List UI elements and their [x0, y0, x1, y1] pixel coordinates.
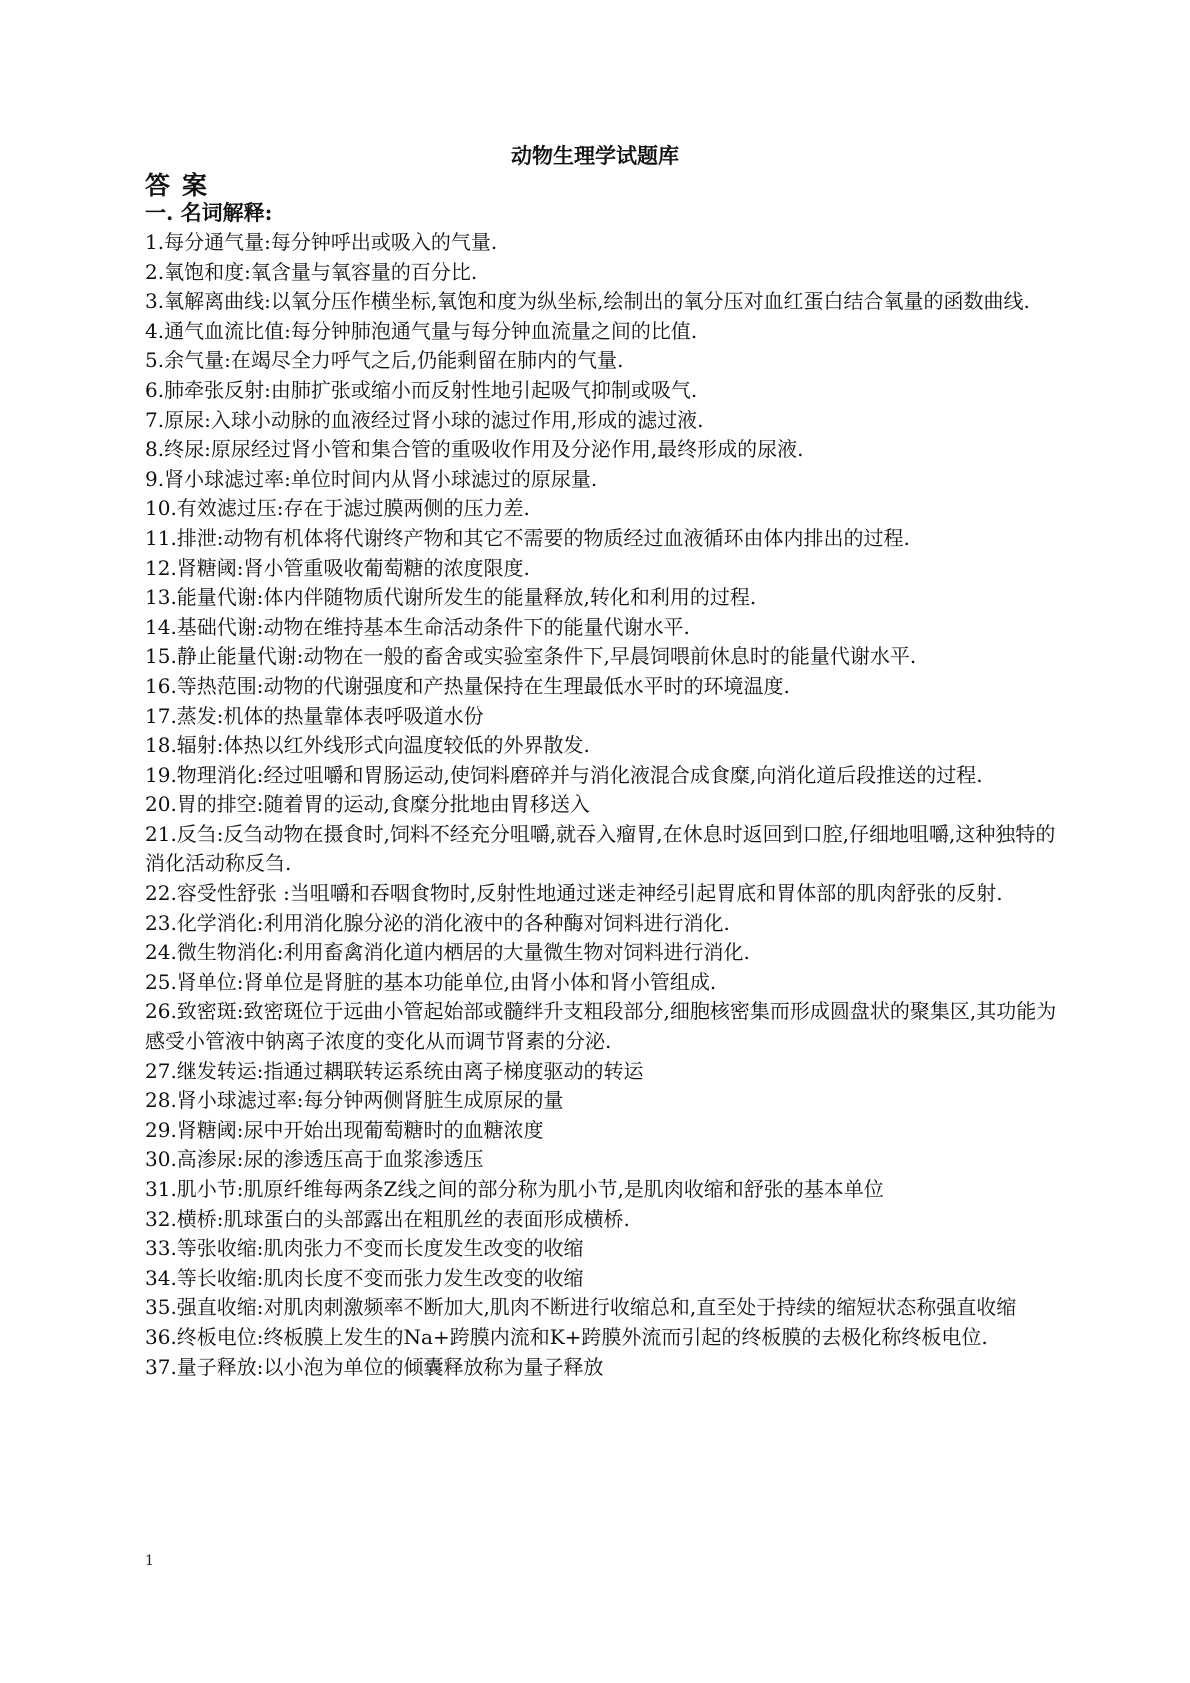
- definition-entry: 27.继发转运:指通过耦联转运系统由离子梯度驱动的转运: [145, 1058, 644, 1083]
- definition-entry: 20.胃的排空:随着胃的运动,食糜分批地由胃移送入: [145, 792, 590, 817]
- definition-entry: 7.原尿:入球小动脉的血液经过肾小球的滤过作用,形成的滤过液.: [145, 407, 704, 432]
- definition-entry: 13.能量代谢:体内伴随物质代谢所发生的能量释放,转化和利用的过程.: [145, 585, 757, 610]
- definition-entry: 15.静止能量代谢:动物在一般的畜舍或实验室条件下,早晨饲喂前休息时的能量代谢水平.: [145, 644, 917, 669]
- definition-entry: 23.化学消化:利用消化腺分泌的消化液中的各种酶对饲料进行消化.: [145, 910, 730, 935]
- definition-entry: 33.等张收缩:肌肉张力不变而长度发生改变的收缩: [145, 1236, 584, 1261]
- definition-entry: 1.每分通气量:每分钟呼出或吸入的气量.: [145, 230, 498, 254]
- definition-entry: 8.终尿:原尿经过肾小管和集合管的重吸收作用及分泌作用,最终形成的尿液.: [145, 437, 804, 462]
- definition-entry: 24.微生物消化:利用畜禽消化道内栖居的大量微生物对饲料进行消化.: [145, 940, 750, 965]
- definition-entry: 32.横桥:肌球蛋白的头部露出在粗肌丝的表面形成横桥.: [145, 1206, 630, 1231]
- definition-entry: 36.终板电位:终板膜上发生的Na+跨膜内流和K+跨膜外流而引起的终板膜的去极化称终板电位.: [145, 1324, 988, 1349]
- definition-entry: 19.物理消化:经过咀嚼和胃肠运动,使饲料磨碎并与消化液混合成食糜,向消化道后段推送的过程.: [145, 762, 983, 787]
- definition-entry: 25.肾单位:肾单位是肾脏的基本功能单位,由肾小体和肾小管组成.: [145, 969, 717, 994]
- section-heading: 一. 名词解释:: [145, 200, 273, 225]
- definition-entry: 6.肺牵张反射:由肺扩张或缩小而反射性地引起吸气抑制或吸气.: [145, 377, 698, 402]
- document-title: 动物生理学试题库: [511, 143, 679, 168]
- definition-entry: 17.蒸发:机体的热量靠体表呼吸道水份: [145, 703, 484, 728]
- definition-entry: 30.高渗尿:尿的渗透压高于血浆渗透压: [145, 1147, 484, 1172]
- definition-entry: 14.基础代谢:动物在维持基本生命活动条件下的能量代谢水平.: [145, 614, 690, 639]
- page-number: 1: [145, 1553, 154, 1569]
- definition-entry: 9.肾小球滤过率:单位时间内从肾小球滤过的原尿量.: [145, 466, 598, 491]
- definition-entry: 37.量子释放:以小泡为单位的倾囊释放称为量子释放: [145, 1354, 604, 1379]
- answer-heading: 答案: [145, 171, 220, 200]
- definition-entry: 18.辐射:体热以红外线形式向温度较低的外界散发.: [145, 733, 590, 758]
- definition-entry: 28.肾小球滤过率:每分钟两侧肾脏生成原尿的量: [145, 1088, 564, 1113]
- definition-entry: 4.通气血流比值:每分钟肺泡通气量与每分钟血流量之间的比值.: [145, 318, 698, 343]
- definition-entry: 29.肾糖阈:尿中开始出现葡萄糖时的血糖浓度: [145, 1117, 544, 1142]
- definition-entry: 22.容受性舒张 :当咀嚼和吞咽食物时,反射性地通过迷走神经引起胃底和胃体部的肌肉舒张的反射.: [145, 881, 1003, 906]
- definition-entry: 5.余气量:在竭尽全力呼气之后,仍能剩留在肺内的气量.: [145, 348, 624, 373]
- definition-entry: 2.氧饱和度:氧含量与氧容量的百分比.: [145, 259, 478, 284]
- definition-entry: 21.反刍:反刍动物在摄食时,饲料不经充分咀嚼,就吞入瘤胃,在休息时返回到口腔,仔细地咀嚼,这种独特的消化活动称反刍.: [145, 821, 1056, 876]
- definition-entry: 11.排泄:动物有机体将代谢终产物和其它不需要的物质经过血液循环由体内排出的过程.: [145, 525, 910, 550]
- definition-entry: 34.等长收缩:肌肉长度不变而张力发生改变的收缩: [145, 1265, 584, 1290]
- definition-entry: 10.有效滤过压:存在于滤过膜两侧的压力差.: [145, 496, 530, 521]
- definition-entry: 3.氧解离曲线:以氧分压作横坐标,氧饱和度为纵坐标,绘制出的氧分压对血红蛋白结合氧量的函数曲线.: [145, 289, 1030, 314]
- definition-entry: 31.肌小节:肌原纤维每两条Z线之间的部分称为肌小节,是肌肉收缩和舒张的基本单位: [145, 1177, 884, 1201]
- definition-list: [145, 228, 1057, 1382]
- definition-entry: 16.等热范围:动物的代谢强度和产热量保持在生理最低水平时的环境温度.: [145, 673, 790, 698]
- definition-entry: 12.肾糖阈:肾小管重吸收葡萄糖的浓度限度.: [145, 555, 530, 580]
- definition-entry: 35.强直收缩:对肌肉刺激频率不断加大,肌肉不断进行收缩总和,直至处于持续的缩短状态称强直收缩: [145, 1295, 1017, 1320]
- definition-entry: 26.致密斑:致密斑位于远曲小管起始部或髓绊升支粗段部分,细胞核密集而形成圆盘状的聚集区,其功能为感受小管液中钠离子浓度的变化从而调节肾素的分泌.: [145, 999, 1057, 1054]
